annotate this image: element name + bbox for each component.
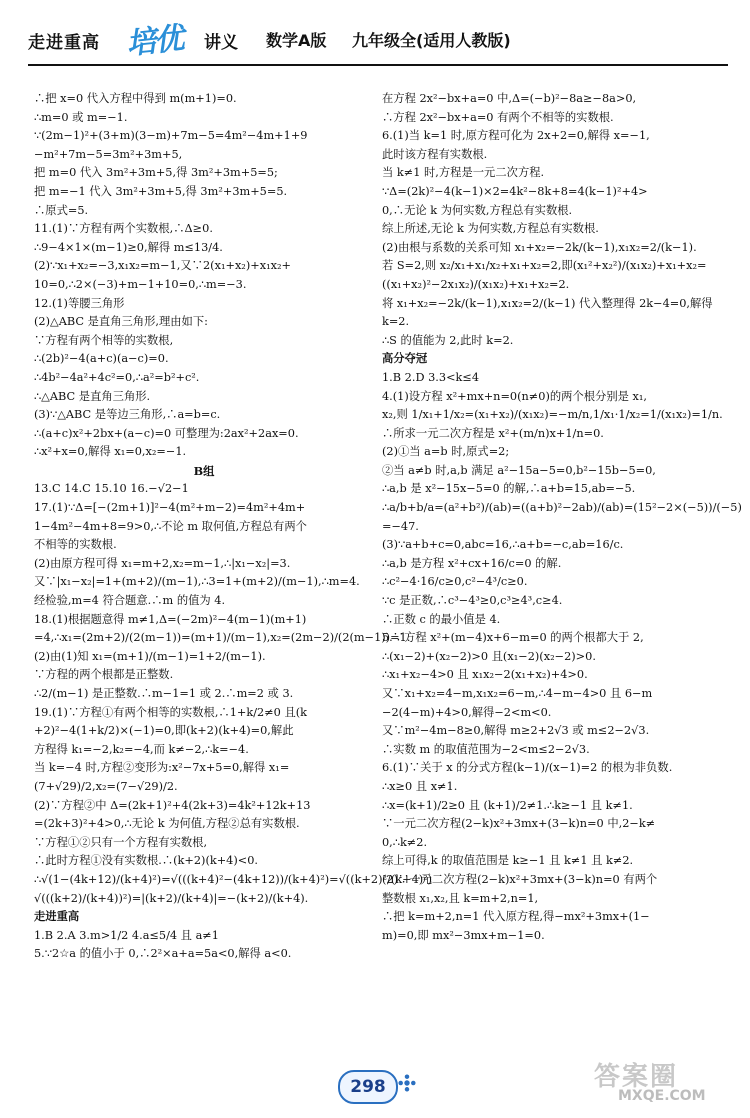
grade-label: 九年级全(适用人教版) (352, 31, 511, 50)
text-line: 5.∵方程 x²+(m−4)x+6−m=0 的两个根都大于 2, (382, 631, 644, 645)
text-line: ∴(x₁−2)+(x₂−2)>0 且(x₁−2)(x₂−2)>0. (382, 649, 596, 663)
text-line: 将 x₁+x₂=−2k/(k−1),x₁x₂=2/(k−1) 代入整理得 2k−4=0,解得 (382, 296, 713, 310)
text-line: 10=0,∴2×(−3)+m−1+10=0,∴m=−3. (34, 277, 247, 291)
text-line: 把 m=0 代入 3m²+3m+5,得 3m²+3m+5=5; (34, 166, 278, 180)
text-line: ∵(2m−1)²+(3+m)(3−m)+7m−5=4m²−4m+1+9 (34, 129, 308, 143)
text-line: ∴把 x=0 代入方程中得到 m(m+1)=0. (34, 92, 237, 105)
text-line: =−47. (382, 519, 419, 533)
text-line: ∴把 k=m+2,n=1 代入原方程,得−mx²+3mx+(1− (382, 910, 650, 924)
brand-title: 走进重高 (28, 33, 100, 53)
text-line: ∵Δ=(2k)²−4(k−1)×2=4k²−8k+8=4(k−1)²+4> (382, 184, 648, 198)
text-line: k=2. (382, 315, 410, 329)
text-line: 19.(1)∵方程①有两个相等的实数根,∴1+k/2≠0 且(k (34, 705, 308, 719)
text-line: 经检验,m=4 符合题意.∴m 的值为 4. (34, 594, 226, 608)
text-line: (2)由根与系数的关系可知 x₁+x₂=−2k/(k−1),x₁x₂=2/(k−1). (382, 240, 697, 254)
text-line: ((x₁+x₂)²−2x₁x₂)/(x₁x₂)+x₁+x₂=2. (382, 277, 570, 291)
text-line: +2)²−4(1+k/2)×(−1)=0,即(k+2)(k+4)=0,解此 (34, 724, 294, 738)
text-line: 方程得 k₁=−2,k₂=−4,而 k≠−2,∴k=−4. (34, 742, 249, 756)
text-line: (2)由(1)知 x₁=(m+1)/(m−1)=1+2/(m−1). (34, 649, 266, 663)
text-line: 把 m=−1 代入 3m²+3m+5,得 3m²+3m+5=5. (34, 184, 288, 198)
text-line: 若 S=2,则 x₂/x₁+x₁/x₂+x₁+x₂=2,即(x₁²+x₂²)/(x₁x₂)+x₁+x₂= (382, 259, 707, 273)
text-line: 又∵|x₁−x₂|=1+(m+2)/(m−1),∴3=1+(m+2)/(m−1),∴m=4. (34, 575, 360, 589)
text-line: ∴c²−4·16/c≥0,c²−4³/c≥0. (382, 575, 528, 589)
text-line: ∴(2b)²−4(a+c)(a−c)=0. (34, 352, 169, 366)
text-line: 又∵m²−4m−8≥0,解得 m≥2+2√3 或 m≤2−2√3. (382, 724, 650, 738)
text-line: (2)由原方程可得 x₁=m+2,x₂=m−1,∴|x₁−x₂|=3. (34, 556, 291, 570)
text-line: ∴√(1−(4k+12)/(k+4)²)=√(((k+4)²−(4k+12))/(k+4)²)=√((k+2)²/(k+4)²) (34, 872, 433, 886)
text-line: 0,∴无论 k 为何实数,方程总有实数根. (382, 203, 573, 217)
text-line: 6.(1)当 k=1 时,原方程可化为 2x+2=0,解得 x=−1, (382, 129, 650, 143)
text-line: 13.C 14.C 15.10 16.−√2−1 (34, 482, 189, 496)
page-number: 298 (338, 1070, 398, 1104)
text-line: ∴正数 c 的最小值是 4. (382, 612, 501, 626)
edition-label: 数学A版 (266, 31, 327, 50)
right-column (382, 90, 742, 945)
text-line: ∴a/b+b/a=(a²+b²)/(ab)=((a+b)²−2ab)/(ab)=(15²−2×(−5))/(−5) (382, 501, 742, 515)
text-line: 0,∴k≠2. (382, 835, 428, 849)
text-line: 4.(1)设方程 x²+mx+n=0(n≠0)的两个根分别是 x₁, (382, 389, 648, 403)
text-line: 不相等的实数根. (34, 538, 117, 552)
page-header (28, 22, 728, 62)
text-line: ∵一元二次方程(2−k)x²+3mx+(3−k)n=0 中,2−k≠ (382, 817, 656, 831)
text-line: ∴x≥0 且 x≠1. (382, 779, 458, 793)
text-line: ∴2/(m−1) 是正整数.∴m−1=1 或 2.∴m=2 或 3. (34, 687, 294, 700)
text-line: x₂,则 1/x₁+1/x₂=(x₁+x₂)/(x₁x₂)=−m/n,1/x₁·1/x₂=1/(x₁x₂)=1/n. (382, 408, 723, 422)
text-line: −2(4−m)+4>0,解得−2<m<0. (382, 705, 552, 719)
logo: 培优 (124, 21, 185, 62)
text-line: −m²+7m−5=3m²+3m+5, (34, 147, 183, 161)
text-line: √(((k+2)/(k+4))²)=|(k+2)/(k+4)|=−(k+2)/(k+4). (34, 891, 309, 905)
text-line: 1.B 2.A 3.m>1/2 4.a≤5/4 且 a≠1 (34, 928, 219, 942)
text-line: ②当 a≠b 时,a,b 满足 a²−15a−5=0,b²−15b−5=0, (382, 463, 656, 477)
text-line: 在方程 2x²−bx+a=0 中,Δ=(−b)²−8a≥−8a>0, (382, 92, 637, 105)
text-line: 综上所述,无论 k 为何实数,方程总有实数根. (382, 222, 599, 236)
watermark-text: 答案圈 (594, 1062, 679, 1092)
text-line: 当 k=−4 时,方程②变形为:x²−7x+5=0,解得 x₁= (34, 761, 290, 775)
text-line: (2)∵方程②中 Δ=(2k+1)²+4(2k+3)=4k²+12k+13 (34, 798, 311, 812)
text-line: ∴(a+c)x²+2bx+(a−c)=0 可整理为:2ax²+2ax=0. (34, 426, 299, 440)
watermark (588, 1056, 738, 1108)
text-line: 12.(1)等腰三角形 (34, 296, 125, 310)
text-line: (3)∵△ABC 是等边三角形,∴a=b=c. (34, 408, 221, 422)
text-line: (2)①当 a=b 时,原式=2; (382, 445, 510, 459)
text-line: ∴x₁+x₂−4>0 且 x₁x₂−2(x₁+x₂)+4>0. (382, 668, 588, 682)
text-line: ∴所求一元二次方程是 x²+(m/n)x+1/n=0. (382, 426, 604, 440)
text-line: 18.(1)根据题意得 m≠1,Δ=(−2m)²−4(m−1)(m+1) (34, 612, 307, 626)
text-line: ∴m=0 或 m=−1. (34, 110, 128, 124)
text-line: m)=0,即 mx²−3mx+m−1=0. (382, 928, 545, 942)
text-line: 此时该方程有实数根. (382, 147, 488, 161)
text-line: 6.(1)∵关于 x 的分式方程(k−1)/(x−1)=2 的根为非负数. (382, 761, 673, 775)
text-line: (7+√29)/2,x₂=(7−√29)/2. (34, 779, 178, 793)
text-line: 1.B 2.D 3.3<k≤4 (382, 370, 480, 384)
series-title: 讲义 (204, 33, 238, 53)
text-line: ∴a,b 是 x²−15x−5=0 的解,∴a+b=15,ab=−5. (382, 482, 636, 496)
text-line: ∴S 的值能为 2,此时 k=2. (382, 333, 514, 347)
text-line: (2)∵x₁+x₂=−3,x₁x₂=m−1,又∵2(x₁+x₂)+x₁x₂+ (34, 259, 291, 273)
text-line: 整数根 x₁,x₂,且 k=m+2,n=1, (382, 891, 539, 905)
text-line: 高分夺冠 (382, 352, 428, 366)
text-line: 走进重高 (34, 910, 80, 924)
text-line: ∴方程 2x²−bx+a=0 有两个不相等的实数根. (382, 110, 614, 124)
text-line: ∴实数 m 的取值范围为−2<m≤2−2√3. (382, 742, 590, 756)
text-line: (2)△ABC 是直角三角形,理由如下: (34, 315, 208, 329)
text-line: (3)∵a+b+c=0,abc=16,∴a+b=−c,ab=16/c. (382, 538, 624, 552)
text-line: 当 k≠1 时,方程是一元二次方程. (382, 166, 545, 180)
text-line: ∵方程①②只有一个方程有实数根, (34, 835, 208, 849)
text-line: ∴△ABC 是直角三角形. (34, 389, 151, 403)
text-line: ∴原式=5. (34, 203, 89, 217)
text-line: 5.∵2☆a 的值小于 0,∴2²×a+a=5a<0,解得 a<0. (34, 947, 292, 961)
page-footer (0, 1062, 750, 1106)
text-line: ∵方程的两个根都是正整数. (34, 668, 174, 682)
text-line: 综上可得,k 的取值范围是 k≥−1 且 k≠1 且 k≠2. (382, 854, 634, 868)
watermark-url: MXQE.COM (618, 1088, 706, 1104)
text-line: ∴a,b 是方程 x²+cx+16/c=0 的解. (382, 556, 562, 570)
text-line: ∵c 是正数,∴c³−4³≥0,c³≥4³,c≥4. (382, 594, 563, 608)
text-line: 又∵x₁+x₂=4−m,x₁x₂=6−m,∴4−m−4>0 且 6−m (382, 687, 653, 700)
text-line: ∴4b²−4a²+4c²=0,∴a²=b²+c². (34, 370, 200, 384)
text-line: ∴9−4×1×(m−1)≥0,解得 m≤13/4. (34, 240, 223, 254)
text-line: (2)∵一元二次方程(2−k)x²+3mx+(3−k)n=0 有两个 (382, 872, 658, 886)
text-line: ∴x=(k+1)/2≥0 且 (k+1)/2≠1.∴k≥−1 且 k≠1. (382, 798, 633, 812)
text-line: ∴此时方程①没有实数根.∴(k+2)(k+4)<0. (34, 854, 259, 868)
text-line: ∴x²+x=0,解得 x₁=0,x₂=−1. (34, 445, 187, 459)
flower-icon (398, 1074, 416, 1092)
text-line: 1−4m²−4m+8=9>0,∴不论 m 取何值,方程总有两个 (34, 519, 307, 533)
text-line: ∵方程有两个相等的实数根, (34, 333, 174, 347)
header-divider (28, 64, 728, 66)
text-line: 17.(1)∵Δ=[−(2m+1)]²−4(m²+m−2)=4m²+4m+ (34, 501, 306, 515)
text-line: B组 (193, 463, 215, 478)
text-line: =4,∴x₁=(2m+2)/(2(m−1))=(m+1)/(m−1),x₂=(2m−2)/(2(m−1))=1. (34, 631, 411, 645)
text-line: =(2k+3)²+4>0,∴无论 k 为何值,方程②总有实数根. (34, 817, 300, 831)
text-line: 11.(1)∵方程有两个实数根,∴Δ≥0. (34, 222, 213, 236)
